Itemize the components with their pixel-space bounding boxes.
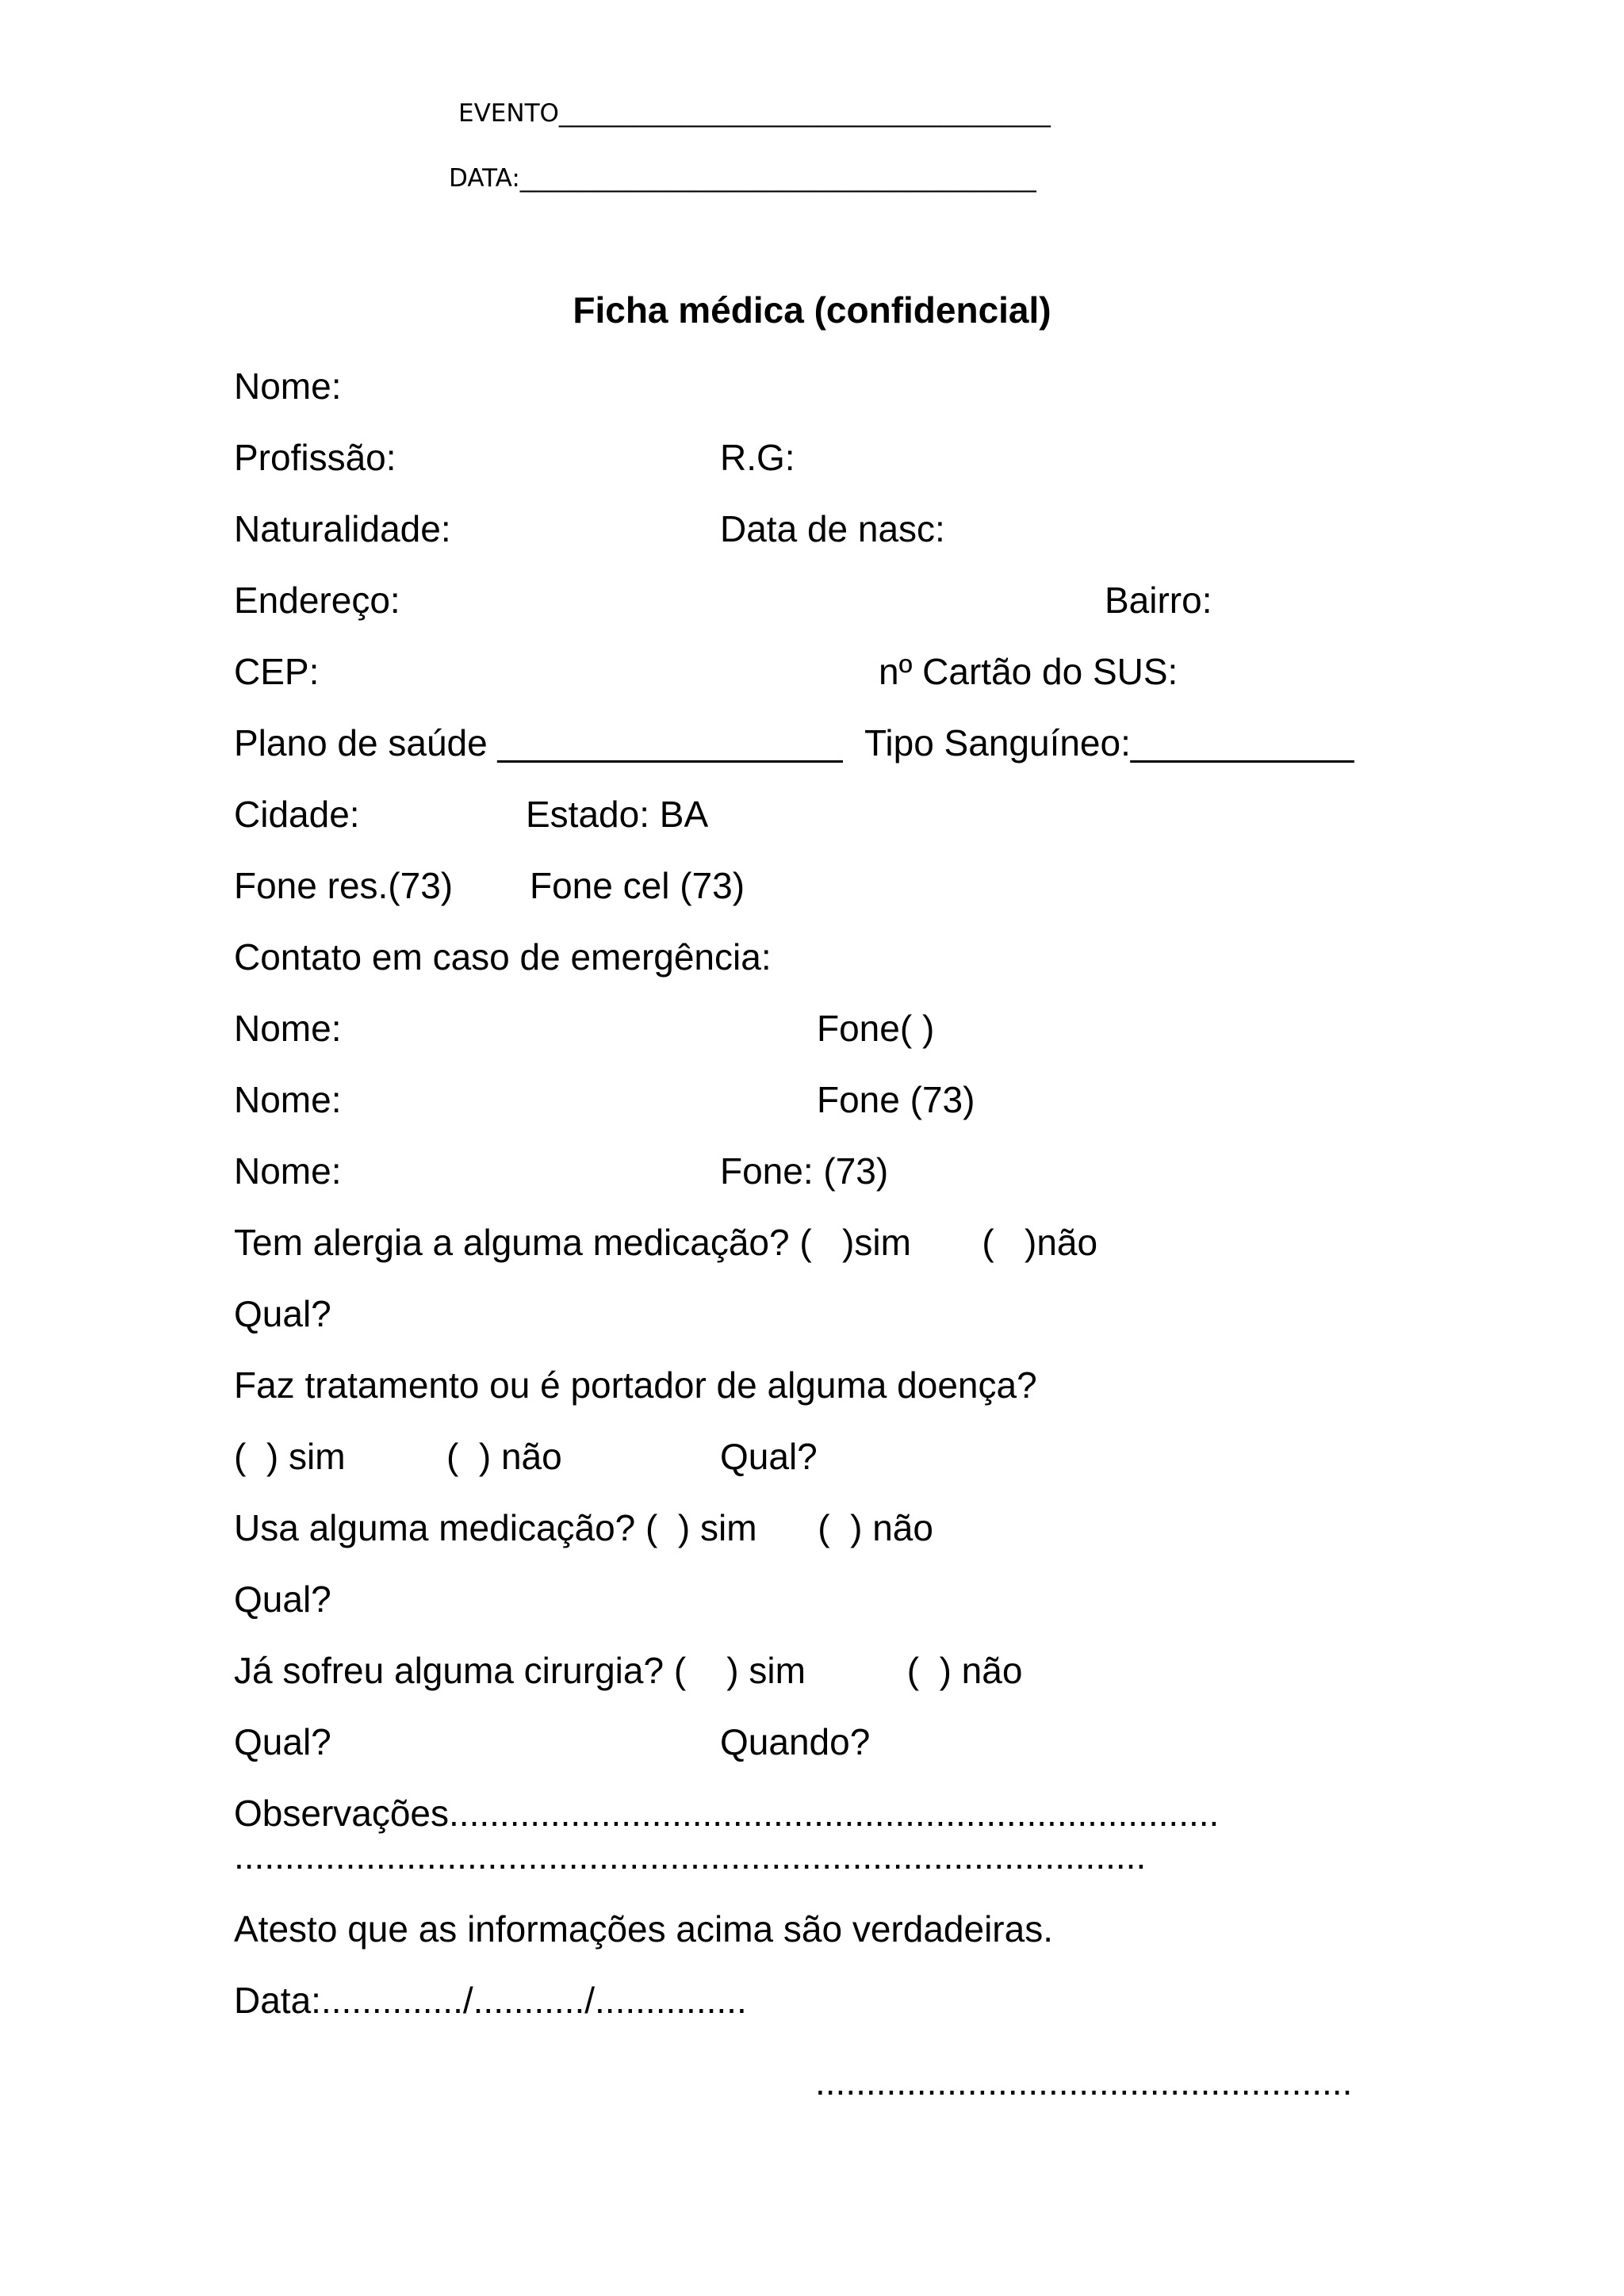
row-naturalidade [0,508,1624,558]
row-endereco [0,582,1624,629]
profissao-label: Profissão: [234,437,396,478]
row-atesto [0,1908,1624,1958]
cidade-label: Cidade: [234,794,360,835]
row-profissao [0,439,1624,487]
row-cidade [0,796,1624,844]
row-plano-saude [0,722,1624,772]
row-contato-2 [0,1081,1624,1129]
row-observacoes-cont [0,1835,1624,1885]
row-doenca-opcoes [0,1438,1624,1486]
data-field: DATA:__________________________________________ [449,164,1036,193]
contato2-nome-label: Nome: [234,1079,342,1120]
row-medicacao-qual [0,1578,1624,1628]
page-title: Ficha médica (confidencial) [573,289,1051,331]
tipo-sanguineo-label: Tipo Sanguíneo:___________ [864,722,1354,763]
endereco-label: Endereço: [234,580,400,621]
signature-line: ..................................................... [815,2061,1353,2103]
observacoes-label: Observações............................................................................ [234,1793,1220,1834]
row-doenca [0,1364,1624,1414]
data-nasc-label: Data de nasc: [720,508,945,549]
row-alergia [0,1224,1624,1272]
evento-field: EVENTO________________________________________ [458,99,1051,128]
doenca-qual-label: Qual? [720,1436,818,1477]
row-contato-3 [0,1150,1624,1200]
row-medicacao [0,1507,1624,1557]
estado-label: Estado: BA [526,794,709,835]
contato3-fone-label: Fone: (73) [720,1150,889,1192]
cirurgia-question: Já sofreu alguma cirurgia? ( ) sim ( ) não [234,1650,1023,1691]
atesto-statement: Atesto que as informações acima são verdadeiras. [234,1908,1053,1950]
fone-res-label: Fone res.(73) [234,865,454,906]
row-nome [0,365,1624,415]
nome-label: Nome: [234,365,342,407]
medicacao-qual-label: Qual? [234,1578,331,1620]
alergia-question: Tem alergia a alguma medicação? ( )sim ( )não [234,1222,1098,1263]
cirurgia-qual-label: Qual? [234,1721,331,1762]
rg-label: R.G: [720,437,795,478]
contato-emergencia-label: Contato em caso de emergência: [234,936,772,978]
cirurgia-quando-label: Quando? [720,1721,871,1762]
row-fone [0,867,1624,915]
plano-saude-label: Plano de saúde _________________ [234,722,843,763]
row-cep [0,653,1624,701]
medicacao-question: Usa alguma medicação? ( ) sim ( ) não [234,1507,933,1548]
doenca-nao-option: ( ) não [446,1436,562,1477]
cartao-sus-label: nº Cartão do SUS: [879,651,1178,692]
contato1-fone-label: Fone( ) [817,1008,935,1049]
data-assinatura-label: Data:............../.........../............... [234,1980,747,2021]
contato2-fone-label: Fone (73) [817,1079,975,1120]
naturalidade-label: Naturalidade: [234,508,451,549]
observacoes-continuation: .......................................................................................... [234,1835,1147,1877]
cep-label: CEP: [234,651,320,692]
row-data-assinatura [0,1982,1624,2030]
row-contato-emergencia [0,936,1624,986]
bairro-label: Bairro: [1105,580,1212,621]
doenca-sim-option: ( ) sim [234,1436,346,1477]
alergia-qual-label: Qual? [234,1293,331,1334]
fone-cel-label: Fone cel (73) [530,865,745,906]
row-alergia-qual [0,1295,1624,1343]
row-contato-1 [0,1010,1624,1058]
row-cirurgia-qual [0,1721,1624,1771]
doenca-question: Faz tratamento ou é portador de alguma doença? [234,1364,1037,1406]
contato1-nome-label: Nome: [234,1008,342,1049]
contato3-nome-label: Nome: [234,1150,342,1192]
row-cirurgia [0,1652,1624,1700]
